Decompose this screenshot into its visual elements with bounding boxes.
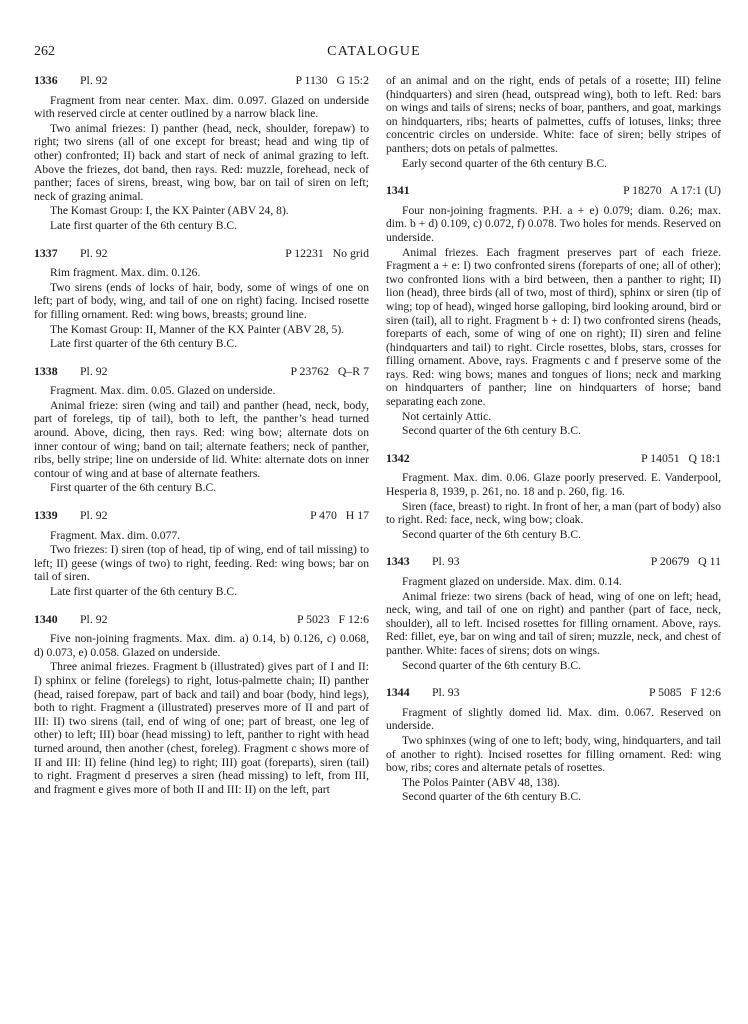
entry-header <box>34 247 369 261</box>
entry-plate: Pl. 92 <box>80 611 108 626</box>
entry-plate: Pl. 92 <box>80 245 108 260</box>
entry-number: 1336 <box>34 73 58 87</box>
entry-paragraph: Late first quarter of the 6th century B.C. <box>50 218 238 232</box>
entry-paragraph: Five non-joining fragments. Max. dim. a) 0.14, b) 0.126, c) 0.068, d) 0.073, e) 0.058. Glazed on underside. <box>34 632 369 659</box>
entry-paragraph: Two animal friezes: I) panther (head, neck, shoulder, forepaw) to right; two sirens (all of one except for breast; head and wing tip of other) confronted; II) back and start of neck of animal grazing to left. Above the friezes, dot band, then rays. Red: muzzle, forehead, neck of panther; faces of sirens, breast, wing bow, bar on tail of siren on left; neck of grazing animal. <box>34 121 369 203</box>
entry-paragraph: of an animal and on the right, ends of petals of a rosette; III) feline (hindquarters) and siren (head, outspread wing), both to left. Red: bars on wings and tails of sirens; necks of boar, panthers, and goat, markings on hindquarters, ribs; hearts of palmettes, cuffs of lotuses, links; three concentric circles on underside. White: face of siren; belly stripes of panthers; dots on petals of palmettes. <box>386 74 721 155</box>
entry-number: 1339 <box>34 508 58 523</box>
entry-paragraph: Animal friezes. Each fragment preserves part of each frieze. Fragment a + e: I) two confronted sirens (foreparts of one; all of other); two confronted lions with a bird between, then a panther to right; II) lion (head), three birds (all of two, most of third), sphinx or siren (tip of wing; top of head), winged horse galloping, bird looking around, bird or siren (tail), all to right. Fragment b + d: I) two confronted sirens (heads, foreparts of each, some of wing of one on right); II) siren and feline (hindquarters and tail) to right. Circle rosettes, blobs, stars, crosses for filling ornament. Above, rays. Fragments c and f preserve some of the rays. Red: wing bows; manes and tongues of lions; neck and marking on hindquarters of panther; line on hindquarters of horse; band separating each zone. <box>386 245 721 409</box>
entry-paragraph: Fragment from near center. Max. dim. 0.097. Glazed on underside with reserved circle at center outlined by a narrow black line. <box>34 93 369 121</box>
entry-number: 1337 <box>34 245 58 260</box>
entry-header <box>34 74 369 88</box>
right-column <box>386 74 721 818</box>
entry-paragraph: Animal frieze: two sirens (back of head, wing of one on left; head, neck, wing, and tail of one on right) and panther (part of face, neck, shoulder), all to left. Incised rosettes for filling ornament. Above, rays. Red: fillet, eye, bar on wing and tail of siren; muzzle, neck, and chest of panther. White: faces of sirens; dots on wings. <box>386 589 721 657</box>
entry-paragraph: Second quarter of the 6th century B.C. <box>402 424 582 438</box>
entry-inventory: P 470 H 17 <box>310 508 369 523</box>
page-number: 262 <box>34 44 55 59</box>
entry-inventory: P 20679 Q 11 <box>650 554 721 569</box>
entry-plate: Pl. 93 <box>432 685 460 700</box>
entry-plate: Pl. 92 <box>80 363 108 378</box>
entry-header <box>386 452 721 466</box>
entry-paragraph: Siren (face, breast) to right. In front of her, a man (part of body) also to right. Red: face, neck, wing bow; cloak. <box>386 499 721 527</box>
entry-number: 1344 <box>386 685 410 700</box>
entry-paragraph: Four non-joining fragments. P.H. a + e) 0.079; diam. 0.26; max. dim. b + d) 0.109, c) 0.072, f) 0.078. Two holes for mends. Reserved on underside. <box>386 203 721 244</box>
entry-header <box>386 184 721 198</box>
entry-inventory: P 5023 F 12:6 <box>297 611 369 626</box>
entry-paragraph: Two sirens (ends of locks of hair, body, some of wings of one on left; part of body, wing, and tail of one on right) facing. Incised rosette for filling ornament. Red: wing bows, breasts; ground line. <box>34 280 369 321</box>
entry-inventory: P 12231 No grid <box>285 245 369 260</box>
right-column-entries <box>386 184 721 804</box>
entry-number: 1342 <box>386 450 410 465</box>
entry-paragraph: The Komast Group: II, Manner of the KX Painter (ABV 28, 5). <box>50 322 345 336</box>
catalogue-entry <box>386 555 721 672</box>
entry-paragraph: Second quarter of the 6th century B.C. <box>402 790 582 804</box>
entry-paragraph: Second quarter of the 6th century B.C. <box>402 527 582 541</box>
entry-header <box>386 686 721 700</box>
entry-paragraph: Three animal friezes. Fragment b (illustrated) gives part of I and II: I) sphinx or feline (forelegs) to right, lotus-palmette chain; II) panther (head, raised forepaw, part of back and tail) and boar (body, hind legs), both to right. Fragment a (illustrated) preserves more of II and part of III: II) two sirens (tail, end of wing of one; part of breast, one leg of other) to left; III) boar (head missing) to left, panther to right with head turned around, then another (chest, foreleg). Fragment c shows more of II and III: II) feline (hind leg) to right; III) goat (foreparts), siren (tail) to right. Fragment d preserves a siren (head missing) to left, from III, and fragment e gives more of both II and III: II) on the left, part <box>34 660 369 796</box>
catalogue-entry <box>34 74 369 233</box>
entry-plate: Pl. 92 <box>80 508 108 523</box>
entry-header <box>386 555 721 569</box>
catalogue-entry <box>34 509 369 599</box>
catalogue-entry <box>386 452 721 542</box>
continued-entry <box>386 74 721 170</box>
entry-paragraph: Animal frieze: siren (wing and tail) and panther (head, neck, body, part of forelegs, tip of tail), both to left, the panther’s head turned around. Above, dicing, then rays. Red: wing bow; alternate dots on inner contour of wing; band on tail; alternate feathers; neck of panther, ribs, belly stripe; line on underside of lid. White: alternate dots on inner contour of wing and at base of alternate feathers. <box>34 398 369 480</box>
entry-inventory: P 5085 F 12:6 <box>649 685 721 700</box>
left-column <box>34 74 369 810</box>
catalogue-entry <box>34 365 369 495</box>
entry-number: 1343 <box>386 554 410 569</box>
catalogue-entry <box>386 686 721 804</box>
entry-paragraph: Fragment of slightly domed lid. Max. dim. 0.067. Reserved on underside. <box>386 705 721 733</box>
entry-inventory: P 23762 Q–R 7 <box>290 363 369 378</box>
entry-plate: Pl. 93 <box>432 554 460 569</box>
entry-inventory: P 1130 G 15:2 <box>295 73 369 87</box>
entry-paragraph: Not certainly Attic. <box>402 409 492 423</box>
entry-date: Early second quarter of the 6th century B.C. <box>402 156 608 170</box>
entry-number: 1340 <box>34 611 58 626</box>
entry-paragraph: Fragment. Max. dim. 0.05. Glazed on underside. <box>50 384 276 398</box>
catalogue-entry <box>386 184 721 438</box>
catalogue-entry <box>34 247 369 351</box>
entry-header <box>34 509 369 523</box>
entry-paragraph: Second quarter of the 6th century B.C. <box>402 658 582 672</box>
entry-paragraph: The Komast Group: I, the KX Painter (ABV 24, 8). <box>50 204 289 218</box>
entry-number: 1338 <box>34 363 58 378</box>
entry-inventory: P 14051 Q 18:1 <box>641 450 721 465</box>
catalogue-entry <box>34 613 369 797</box>
entry-number: 1341 <box>386 183 410 198</box>
running-head: CATALOGUE <box>327 44 421 59</box>
entry-inventory: P 18270 A 17:1 (U) <box>623 183 721 198</box>
entry-paragraph: Fragment. Max. dim. 0.077. <box>50 528 181 542</box>
entry-paragraph: Two sphinxes (wing of one to left; body, wing, hindquarters, and tail of another to right). Incised rosettes for filling ornament. Red: wing bow, ribs; cores and alternate petals of rosettes. <box>386 733 721 775</box>
entry-paragraph: Rim fragment. Max. dim. 0.126. <box>50 266 201 280</box>
entry-header <box>34 365 369 379</box>
entry-paragraph: Late first quarter of the 6th century B.C. <box>50 585 238 598</box>
entry-paragraph: Fragment. Max. dim. 0.06. Glaze poorly preserved. E. Vanderpool, Hesperia 8, 1939, p. 261, no. 18 and p. 260, fig. 16. <box>386 471 721 499</box>
entry-paragraph: Two friezes: I) siren (top of head, tip of wing, end of tail missing) to left; II) geese (wings of two) to right, feeding. Red: wing bows; bar on tail of siren. <box>34 543 369 584</box>
entry-paragraph: The Polos Painter (ABV 48, 138). <box>402 775 560 789</box>
entry-paragraph: Late first quarter of the 6th century B.C. <box>50 337 238 351</box>
entry-paragraph: Fragment glazed on underside. Max. dim. 0.14. <box>402 575 622 588</box>
entry-plate: Pl. 92 <box>80 73 108 87</box>
entry-paragraph: First quarter of the 6th century B.C. <box>50 481 217 495</box>
entry-header <box>34 613 369 627</box>
